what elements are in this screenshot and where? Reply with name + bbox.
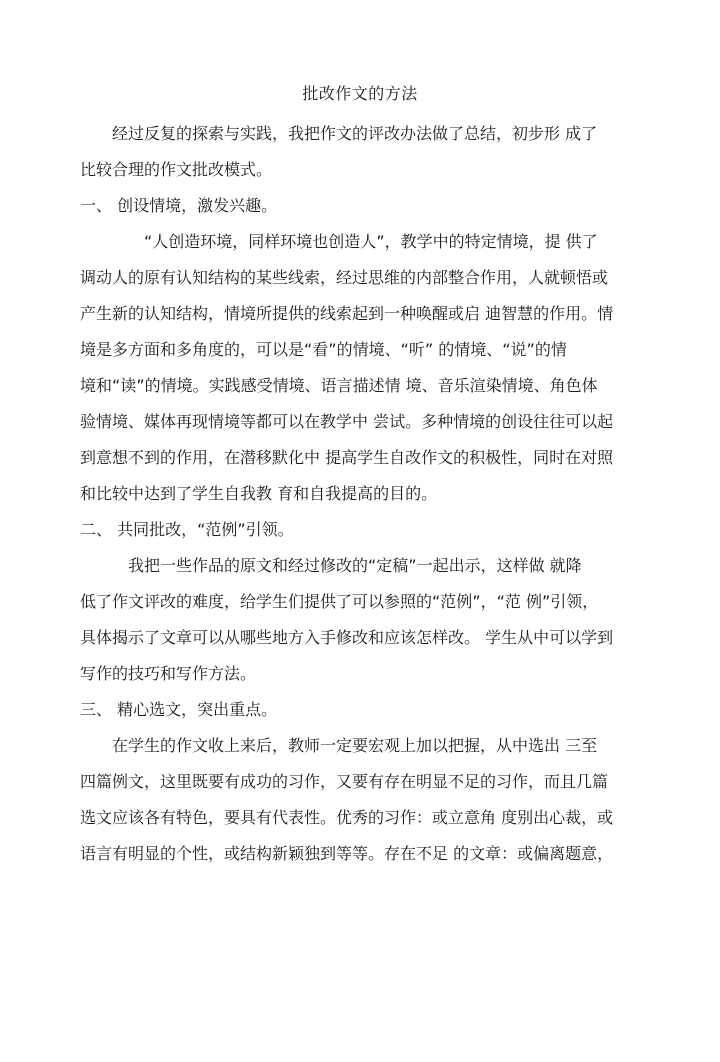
paragraph-line: 到意想不到的作用，在潜移默化中 提高学生自改作文的积极性，同时在对照	[80, 448, 614, 467]
paragraph-line: 具体揭示了文章可以从哪些地方入手修改和应该怎样改。 学生从中可以学到	[80, 628, 614, 647]
paragraph-line: 选文应该各有特色，要具有代表性。优秀的习作：或立意角 度别出心裁，或	[80, 808, 614, 827]
section-heading-1: 一、 创设情境，激发兴趣。	[80, 196, 278, 215]
paragraph-line: 语言有明显的个性，或结构新颖独到等等。存在不足 的文章：或偏离题意，	[80, 844, 614, 863]
paragraph-line: 调动人的原有认知结构的某些线索，经过思维的内部整合作用，人就顿悟或	[80, 268, 609, 287]
document-title: 批改作文的方法	[302, 84, 418, 103]
paragraph-line: 验情境、媒体再现情境等都可以在教学中 尝试。多种情境的创设往往可以起	[80, 412, 614, 431]
section-heading-3: 三、 精心选文，突出重点。	[80, 700, 278, 719]
paragraph-line: “人创造环境，同样环境也创造人”，教学中的特定情境，提 供了	[80, 232, 598, 251]
paragraph-line: 和比较中达到了学生自我教 育和自我提高的目的。	[80, 484, 438, 503]
paragraph-line: 比较合理的作文批改模式。	[80, 160, 273, 179]
paragraph-line: 四篇例文，这里既要有成功的习作，又要有存在明显不足的习作，而且几篇	[80, 772, 609, 791]
section-heading-2: 二、 共同批改，“范例”引领。	[80, 520, 294, 539]
paragraph-line: 低了作文评改的难度，给学生们提供了可以参照的“范例”，“范 例”引领，	[80, 592, 599, 611]
paragraph-line: 在学生的作文收上来后，教师一定要宏观上加以把握，从中选出 三至	[80, 736, 598, 755]
paragraph-line: 经过反复的探索与实践，我把作文的评改办法做了总结，初步形 成了	[80, 124, 598, 143]
paragraph-line: 写作的技巧和写作方法。	[80, 664, 257, 683]
paragraph-line: 境和“读”的情境。实践感受情境、语言描述情 境、音乐渲染情境、角色体	[80, 376, 598, 395]
paragraph-line: 境是多方面和多角度的，可以是“看”的情境、“听” 的情境、“说”的情	[80, 340, 567, 359]
paragraph-line: 我把一些作品的原文和经过修改的“定稿”一起出示，这样做 就降	[80, 556, 582, 575]
document-body	[80, 116, 640, 872]
paragraph-line: 产生新的认知结构，情境所提供的线索起到一种唤醒或启 迪智慧的作用。情	[80, 304, 614, 323]
